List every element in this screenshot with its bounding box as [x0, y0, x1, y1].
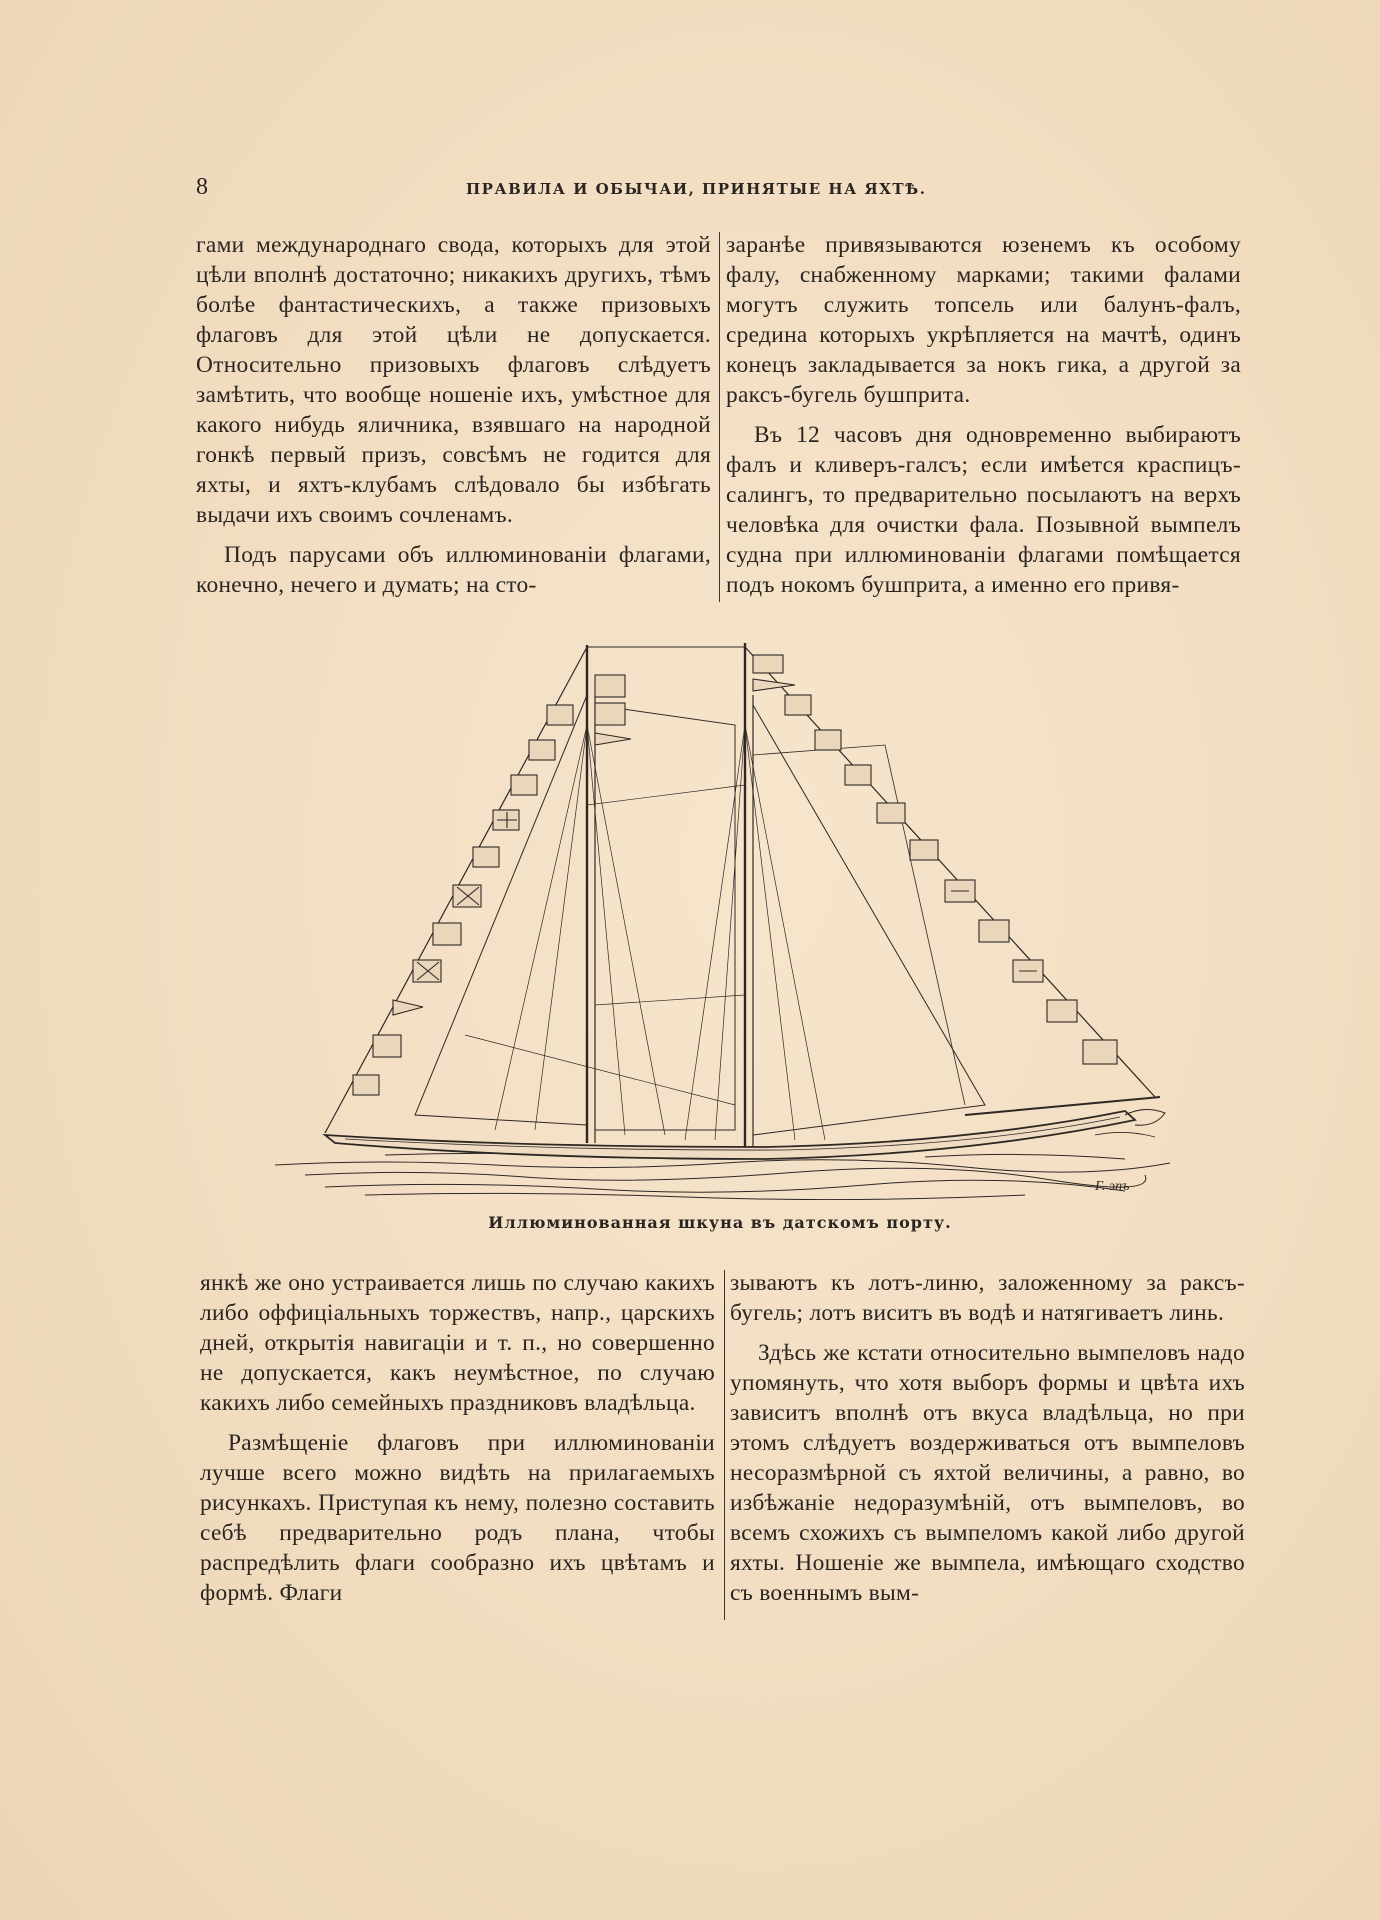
hull [325, 1111, 1135, 1159]
text-column-bottom-left [200, 1268, 715, 1608]
running-head: ПРАВИЛА И ОБЫЧАИ, ПРИНЯТЫЕ НА ЯХТѢ. [466, 180, 927, 198]
paragraph: гами международнаго свода, которыхъ для этой цѣли вполнѣ достаточно; никакихъ другихъ, тѣмъ болѣе фантастическихъ, а также призовыхъ флаговъ для этой цѣли не допускается. Относительно призовыхъ флаговъ слѣдуетъ замѣтить, что вообще ношеніе ихъ, умѣстное для какого нибудь яличника, взявшаго на народной гонкѣ первый призъ, совсѣмъ не годится для яхты, и яхтъ-клубамъ слѣдовало бы избѣгать выдачи ихъ своимъ сочленамъ. [196, 232, 711, 528]
text-column-top-right [726, 230, 1241, 600]
artist-signature: Г. эпъ [1095, 1179, 1130, 1194]
signal-flags-right [785, 695, 1117, 1064]
page-header [196, 174, 1236, 204]
paragraph: Въ 12 часовъ дня одновременно выбираютъ фалъ и кливеръ-галсъ; если имѣется краспицъ-салингъ, то предварительно посылаютъ на верхъ человѣка для очистки фала. Позывной вымпелъ судна при иллюминованіи флагами помѣщается подъ нокомъ бушприта, а именно его привя- [726, 422, 1241, 598]
water-lines [275, 1153, 1170, 1200]
text-column-bottom-right [730, 1268, 1245, 1608]
paragraph: янкѣ же оно устраивается лишь по случаю какихъ либо оффиціальныхъ торжествъ, напр., царскихъ дней, открытія навигаціи и т. п., но совершенно не допускается, какъ неумѣстное, по случаю какихъ либо семейныхъ праздниковъ владѣльца. [200, 1270, 715, 1416]
column-divider [719, 232, 720, 602]
schooner-illustration [265, 635, 1180, 1200]
paragraph: Здѣсь же кстати относительно вымпеловъ надо упомянуть, что хотя выборъ формы и цвѣта ихъ зависитъ вполнѣ отъ вкуса владѣльца, но при этомъ слѣдуетъ воздерживаться отъ вымпеловъ несоразмѣрной съ яхтой величины, а равно, во избѣжаніе недоразумѣній, отъ вымпеловъ, во всемъ схожихъ съ вымпеломъ какой либо другой яхты. Ношеніе же вымпела, имѣющаго сходство съ военнымъ вым- [730, 1340, 1245, 1606]
paragraph: Размѣщеніе флаговъ при иллюминованіи лучше всего можно видѣть на прилагаемыхъ рисункахъ. Приступая къ нему, полезно составить себѣ предварительно родъ плана, чтобы распредѣлить флаги сообразно ихъ цвѣтамъ и формѣ. Флаги [200, 1430, 715, 1606]
signal-flags-masthead [595, 655, 795, 745]
paragraph: заранѣе привязываются юзенемъ къ особому фалу, снабженному марками; такими фалами могутъ служить топсель или балунъ-фалъ, средина которыхъ укрѣпляется на мачтѣ, одинъ конецъ закладывается за нокъ гика, а другой за раксъ-бугель бушприта. [726, 232, 1241, 408]
text-column-top-left [196, 230, 711, 600]
signal-flags-left [353, 705, 573, 1095]
paragraph: Подъ парусами объ иллюминованіи флагами, конечно, нечего и думать; на сто- [196, 542, 711, 598]
page-number: 8 [196, 174, 208, 200]
figure-caption: Иллюминованная шкуна въ датскомъ порту. [488, 1213, 952, 1232]
paragraph: зываютъ къ лотъ-линю, заложенному за раксъ-бугель; лотъ виситъ въ водѣ и натягиваетъ линь. [730, 1270, 1245, 1326]
column-divider [724, 1270, 725, 1620]
